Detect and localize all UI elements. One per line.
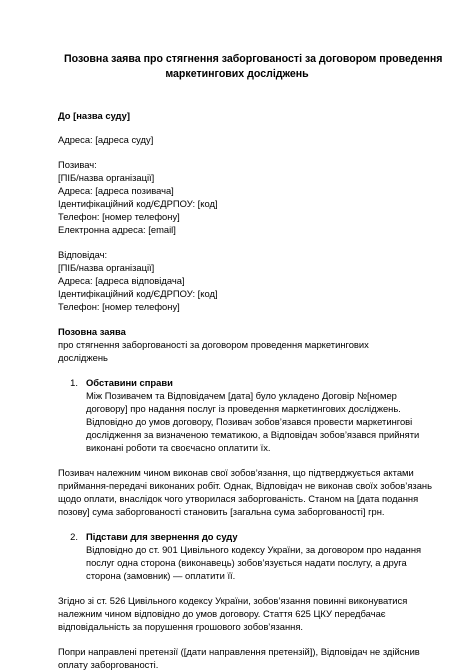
court-recipient: До [назва суду] bbox=[58, 110, 130, 121]
plaintiff-name: [ПІБ/назва організації] bbox=[58, 172, 155, 183]
section-1-number: 1. bbox=[70, 377, 78, 388]
defendant-name: [ПІБ/назва організації] bbox=[58, 262, 155, 273]
plaintiff-code: Ідентифікаційний код/ЄДРПОУ: [код] bbox=[58, 198, 218, 209]
paragraph-legal-basis bbox=[58, 594, 416, 633]
plaintiff-address: Адреса: [адреса позивача] bbox=[58, 185, 174, 196]
defendant-address: Адреса: [адреса відповідача] bbox=[58, 275, 185, 286]
paragraph-performance bbox=[58, 466, 432, 518]
title-line-1: Позовна заява про стягнення заборгованості за договором проведення bbox=[64, 53, 443, 65]
paragraph-line: Згідно зі ст. 526 Цивільного кодексу України, зобов’язання повинні виконуватися bbox=[58, 595, 408, 606]
title-line-2: маркетингових досліджень bbox=[165, 67, 309, 80]
paragraph-line: відповідальність за порушення грошового зобов’язання. bbox=[58, 621, 304, 632]
paragraph-line: оплату заборгованості. bbox=[58, 659, 159, 670]
section-2-number: 2. bbox=[70, 531, 78, 542]
section-1-line: дослідження за визначеною тематикою, а Відповідач зобов’язався прийняти bbox=[86, 429, 420, 440]
section-1-line: виконані роботи та своєчасно оплатити їх. bbox=[86, 442, 271, 453]
claim-subtitle: про стягнення заборгованості за договором проведення маркетингових досліджень bbox=[58, 339, 369, 363]
court-address: Адреса: [адреса суду] bbox=[58, 134, 154, 145]
plaintiff-block bbox=[58, 158, 416, 236]
paragraph-claims bbox=[58, 645, 420, 671]
paragraph-line: щодо оплати, внаслідок чого утворилася заборгованість. Станом на [дата подання bbox=[58, 493, 419, 504]
plaintiff-phone: Телефон: [номер телефону] bbox=[58, 211, 180, 222]
plaintiff-heading: Позивач: bbox=[58, 159, 97, 170]
paragraph-line: належним чином відповідно до умов договору. Стаття 625 ЦКУ передбачає bbox=[58, 608, 386, 619]
paragraph-line: приймання-передачі виконаних робіт. Однак, Відповідач не виконав своїх зобов’язань bbox=[58, 480, 432, 491]
defendant-code: Ідентифікаційний код/ЄДРПОУ: [код] bbox=[58, 288, 218, 299]
section-1 bbox=[58, 376, 420, 454]
section-2-line: сторона (замовник) — оплатити її. bbox=[86, 570, 236, 581]
defendant-phone: Телефон: [номер телефону] bbox=[58, 301, 180, 312]
claim-heading: Позовна заява bbox=[58, 326, 126, 337]
section-2-line: послуг одна сторона (виконавець) зобов’язується надати послугу, а друга bbox=[86, 557, 407, 568]
document-title bbox=[64, 52, 443, 81]
paragraph-line: позову] сума заборгованості становить [загальна сума заборгованості] грн. bbox=[58, 506, 385, 517]
section-2-line: Відповідно до ст. 901 Цивільного кодексу України, за договором про надання bbox=[86, 544, 422, 555]
defendant-heading: Відповідач: bbox=[58, 249, 108, 260]
section-2-heading: Підстави для звернення до суду bbox=[86, 531, 238, 542]
section-1-line: Відповідно до умов договору, Позивач зобов’язався провести маркетингові bbox=[86, 416, 413, 427]
plaintiff-email: Електронна адреса: [email] bbox=[58, 224, 176, 235]
defendant-block bbox=[58, 248, 416, 313]
section-2 bbox=[58, 530, 422, 582]
paragraph-line: Позивач належним чином виконав свої зобов’язання, що підтверджується актами bbox=[58, 467, 414, 478]
paragraph-line: Попри направлені претензії ([дати направлення претензій]), Відповідач не здійснив bbox=[58, 646, 420, 657]
section-1-line: Між Позивачем та Відповідачем [дата] було укладено Договір №[номер bbox=[86, 390, 397, 401]
section-1-line: договору] про надання послуг із проведення маркетингових досліджень. bbox=[86, 403, 401, 414]
section-1-heading: Обставини справи bbox=[86, 377, 173, 388]
